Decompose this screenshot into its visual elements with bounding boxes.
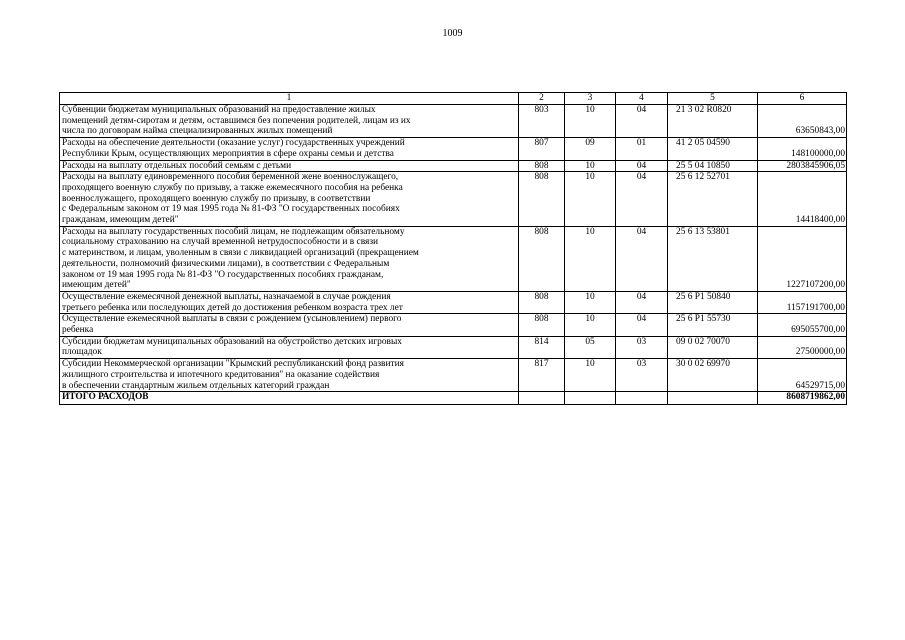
description-line: социальному страхованию на случай временной нетрудоспособности и в связи [62, 237, 379, 248]
target-code: 25 6 P1 50840 [668, 291, 758, 313]
description-line: гражданам, имеющим детей" [62, 215, 179, 226]
description-line: Субвенции бюджетам муниципальных образований на предоставление жилых [62, 105, 376, 115]
amount: 14418400,00 [758, 172, 847, 227]
target-code: 09 0 02 70070 [668, 336, 758, 358]
description-line: деятельности, полномочий физическими лицами), в соответствии с Федеральным [62, 258, 390, 269]
target-code: 25 5 04 10850 [668, 160, 758, 172]
description-line: Субсидии бюджетам муниципальных образований на обустройство детских игровых [62, 336, 402, 347]
target-code: 41 2 05 04590 [668, 138, 758, 160]
ministry-code: 808 [519, 291, 565, 313]
page-number: 1009 [442, 28, 463, 39]
table-row [60, 172, 847, 227]
subsection-code: 04 [616, 160, 668, 172]
section-code: 10 [565, 314, 616, 336]
section-code: 10 [565, 226, 616, 291]
description-line: в обеспечении стандартным жильем отдельных категорий граждан [62, 380, 330, 391]
table-row [60, 314, 847, 336]
amount: 64529715,00 [758, 359, 847, 392]
description-line: помещений детям-сиротам и детям, оставшимся без попечения родителей, лицам из их [62, 115, 411, 126]
row-description [60, 314, 519, 336]
description-line: Расходы на выплату единовременного пособия беременной жене военнослужащего, [62, 172, 399, 183]
target-code: 21 3 02 R0820 [668, 105, 758, 138]
section-code: 10 [565, 160, 616, 172]
subsection-code: 04 [616, 291, 668, 313]
empty-cell [616, 392, 668, 405]
amount: 1227107200,00 [758, 226, 847, 291]
table-row [60, 291, 847, 313]
description-line: имеющим детей" [62, 280, 131, 291]
total-amount: 8608719862,00 [758, 392, 847, 405]
table-row [60, 359, 847, 392]
empty-cell [668, 392, 758, 405]
description-line: с материнством, и лицам, уволенным в связи с ликвидацией организаций (прекращением [62, 248, 419, 259]
ministry-code: 808 [519, 314, 565, 336]
ministry-code: 808 [519, 160, 565, 172]
table-row [60, 138, 847, 160]
description-line: Осуществление ежемесячной денежной выплаты, назначаемой в случае рождения [62, 291, 391, 302]
row-description [60, 160, 519, 172]
amount: 148100000,00 [758, 138, 847, 160]
description-line: Расходы на выплату отдельных пособий семьям с детьми [62, 160, 292, 171]
description-line: военнослужащего, проходящего военную службу по призыву, в соответствии [62, 193, 371, 204]
ministry-code: 814 [519, 336, 565, 358]
total-row [60, 392, 847, 405]
row-description [60, 172, 519, 227]
column-header: 6 [758, 93, 847, 105]
row-description [60, 291, 519, 313]
amount: 1157191700,00 [758, 291, 847, 313]
description-line: числа по договорам найма специализированных жилых помещений [62, 126, 333, 137]
subsection-code: 04 [616, 172, 668, 227]
section-code: 10 [565, 105, 616, 138]
amount: 27500000,00 [758, 336, 847, 358]
row-description [60, 105, 519, 138]
description-line: ребенка [62, 325, 94, 336]
description-line: Расходы на обеспечение деятельности (оказание услуг) государственных учреждений [62, 138, 405, 149]
amount: 2803845906,05 [758, 160, 847, 172]
empty-cell [519, 392, 565, 405]
ministry-code: 807 [519, 138, 565, 160]
description-line: жилищного строительства и ипотечного кредитования" на оказание содействия [62, 369, 380, 380]
table-row [60, 160, 847, 172]
total-label: ИТОГО РАСХОДОВ [60, 392, 519, 405]
ministry-code: 808 [519, 226, 565, 291]
target-code: 25 6 P1 55730 [668, 314, 758, 336]
column-header: 4 [616, 93, 668, 105]
description-line: Субсидии Некоммерческой организации "Крымский республиканский фонд развития [62, 359, 404, 370]
description-line: законом от 19 мая 1995 года № 81-ФЗ "О государственных пособиях гражданам, [62, 269, 384, 280]
table-row [60, 336, 847, 358]
target-code: 30 0 02 69970 [668, 359, 758, 392]
description-line: Республики Крым, осуществляющих мероприятия в сфере охраны семьи и детства [62, 148, 394, 159]
row-description [60, 359, 519, 392]
expenses-table [59, 92, 847, 405]
target-code: 25 6 12 52701 [668, 172, 758, 227]
description-line: Расходы на выплату государственных пособий лицам, не подлежащим обязательному [62, 226, 405, 237]
table-row [60, 226, 847, 291]
subsection-code: 03 [616, 336, 668, 358]
amount: 63650843,00 [758, 105, 847, 138]
subsection-code: 01 [616, 138, 668, 160]
section-code: 05 [565, 336, 616, 358]
row-description [60, 336, 519, 358]
column-header: 5 [668, 93, 758, 105]
amount: 695055700,00 [758, 314, 847, 336]
column-header: 1 [60, 93, 519, 105]
ministry-code: 803 [519, 105, 565, 138]
ministry-code: 817 [519, 359, 565, 392]
ministry-code: 808 [519, 172, 565, 227]
description-line: третьего ребенка или последующих детей до достижения ребенком возраста трех лет [62, 302, 403, 313]
column-header: 2 [519, 93, 565, 105]
section-code: 10 [565, 359, 616, 392]
description-line: площадок [62, 347, 102, 358]
subsection-code: 04 [616, 226, 668, 291]
subsection-code: 03 [616, 359, 668, 392]
section-code: 10 [565, 172, 616, 227]
row-description [60, 138, 519, 160]
section-code: 09 [565, 138, 616, 160]
description-line: проходящего военную службу по призыву, а также ежемесячного пособия на ребенка [62, 182, 403, 193]
table-row [60, 105, 847, 138]
target-code: 25 6 13 53801 [668, 226, 758, 291]
row-description [60, 226, 519, 291]
subsection-code: 04 [616, 314, 668, 336]
column-header: 3 [565, 93, 616, 105]
description-line: с Федеральным законом от 19 мая 1995 года № 81-ФЗ "О государственных пособиях [62, 204, 400, 215]
section-code: 10 [565, 291, 616, 313]
empty-cell [565, 392, 616, 405]
subsection-code: 04 [616, 105, 668, 138]
description-line: Осуществление ежемесячной выплаты в связи с рождением (усыновлением) первого [62, 314, 402, 325]
table-header-row [60, 93, 847, 105]
